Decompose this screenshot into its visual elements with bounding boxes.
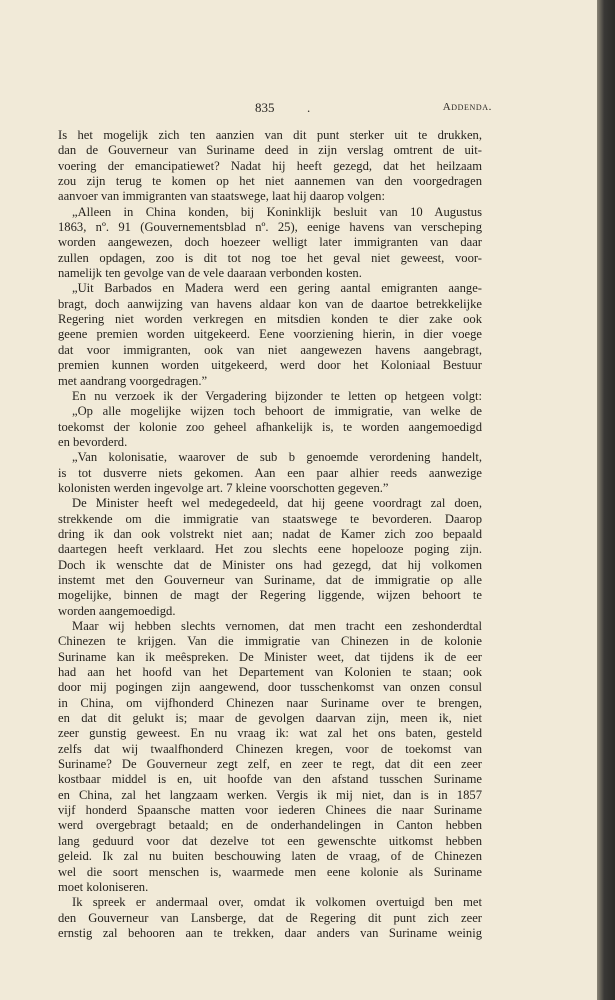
text-line: en dat dit gelukt is; maar de gevolgen daarvan zijn, meen ik, niet [58,711,482,726]
text-line: ernstig zal behooren aan te trekken, daar anders van Suriname weinig [58,925,482,940]
text-line: zelfs dat wij twaalfhonderd Chinezen kregen, voor de toekomst van [58,741,482,756]
text-line: dat voor immigranten, ook van niet aangewezen havens aangebragt, [58,342,482,357]
header-separator: . [307,100,311,115]
text-line: En nu verzoek ik der Vergadering bijzonder te letten op hetgeen volgt: [72,388,482,403]
text-line: in China, om vijfhonderd Chinezen naar Suriname over te brengen, [58,695,482,710]
text-line: den Gouverneur van Lansberge, dat de Regering dit punt zich zeer [58,910,482,925]
text-line: „Van kolonisatie, waarover de sub b genoemde verordening handelt, [72,450,482,465]
text-line: Maar wij hebben slechts vernomen, dat men tracht een zeshonderdtal [72,619,482,633]
text-line: dan de Gouverneur van Suriname deed in zijn verslag omtrent de uit- [58,143,482,158]
text-line: geleid. Ik zal nu buiten beschouwing laten de vraag, of de Chinezen [58,849,482,864]
text-line: Suriname kan ik meêspreken. De Minister weet, dat tijdens ik de eer [58,649,482,664]
text-line: bragt, doch aanwijzing van havens aldaar kon van de daartoe betrekkelijke [58,296,482,311]
text-line: Chinezen te krijgen. Van die immigratie van Chinezen in de kolonie [58,634,482,649]
text-line: mogelijke, binnen de magt der Regering liggende, wijzen behoort te [58,588,482,603]
text-line: zou zijn terug te komen op het niet aannemen van den voorgedragen [58,174,482,189]
running-header [60,100,490,116]
text-line: had aan het hoofd van het Departement van Kolonien te staan; ook [58,665,482,680]
text-line: toekomst der kolonie zoo geheel afhankelijk is, te worden aangemoedigd [58,419,482,434]
body-text [58,128,482,941]
text-line: zeer gunstig geweest. En nu vraag ik: wat zal het ons baten, gesteld [58,726,482,741]
text-line: 1863, nº. 91 (Gouvernementsblad nº. 25), eenige havens van verscheping [58,220,482,235]
text-line: moet koloniseren. [58,879,149,894]
text-line: strekkende om die immigratie van staatswege te bevorderen. Daarop [58,511,482,526]
text-line: en bevorderd. [58,434,128,449]
text-line: premien kunnen worden uitgekeerd, werd door het Koloniaal Bestuur [58,358,482,373]
text-line: instemt met den Gouverneur van Suriname, dat de immigratie op alle [58,572,482,587]
text-line: zullen opdagen, zoo is dit tot nog toe het geval niet geweest, voor- [58,250,482,265]
text-line: Doch ik wenschte dat de Minister ons had gezegd, dat hij volkomen [58,557,482,572]
text-line: vijf honderd Spaansche matten voor iederen Chinees die naar Suriname [58,803,482,818]
text-line: worden aangemoedigd. [58,603,176,618]
text-line: namelijk ten gevolge van de vele daaraan verbonden kosten. [58,266,362,281]
text-line: Is het mogelijk zich ten aanzien van dit punt sterker uit te drukken, [58,128,482,142]
page-edge-shadow [597,0,615,1000]
text-line: aanvoer van immigranten van staatswege, laat hij daarop volgen: [58,189,385,204]
text-line: „Op alle mogelijke wijzen toch behoort de immigratie, van welke de [72,404,482,419]
text-line: Regering niet worden verkregen en mitsdien konden te dier zake ook [58,312,482,327]
text-line: geene premien worden uitgekeerd. Eene voorziening hierin, in dier voege [58,327,482,342]
text-line: kostbaar middel is en, uit hoofde van den afstand tusschen Suriname [58,772,482,787]
text-line: De Minister heeft wel medegedeeld, dat hij geene voordragt zal doen, [72,496,482,511]
text-line: Suriname? De Gouverneur zegt zelf, en zeer te regt, dat dit een zeer [58,757,482,772]
text-line: daartegen heeft verklaard. Het zou slechts eene hopelooze poging zijn. [58,542,482,557]
text-line: door mij pogingen zijn aangewend, door tusschenkomst van onzen consul [58,680,482,695]
text-line: worden aangewezen, doch hoezeer welligt later immigranten van daar [58,235,482,250]
text-line: lang geduurd voor dat dezelve tot een gewenschte uitkomst hebben [58,833,482,848]
text-line: Ik spreek er andermaal over, omdat ik volkomen overtuigd ben met [72,895,482,910]
section-title: Addenda. [442,101,492,113]
text-line: is tot dusverre niets gekomen. Aan een paar alhier reeds aanwezige [58,465,482,480]
text-line: dring ik dan ook volstrekt niet aan; nadat de Kamer zich zoo bepaald [58,526,482,541]
text-line: en China, zal het langzaam werken. Vergis ik mij niet, dan is in 1857 [58,787,482,802]
text-line: kolonisten werden ingevolge art. 7 kleine voorschotten gegeven.” [58,480,389,495]
text-line: werd overgebragt betaald; en de onderhandelingen in Canton hebben [58,818,482,833]
text-line: voering der emancipatiewet? Nadat hij heeft gezegd, dat het heilzaam [58,158,482,173]
text-line: met aandrang voorgedragen.” [58,373,208,388]
text-line: wel die soort menschen is, waarmede men eene kolonie als Suriname [58,864,482,879]
text-line: „Uit Barbados en Madera werd een gering aantal emigranten aange- [72,281,482,296]
text-line: „Alleen in China konden, bij Koninklijk besluit van 10 Augustus [72,204,482,219]
page-number: 835 [255,100,275,115]
